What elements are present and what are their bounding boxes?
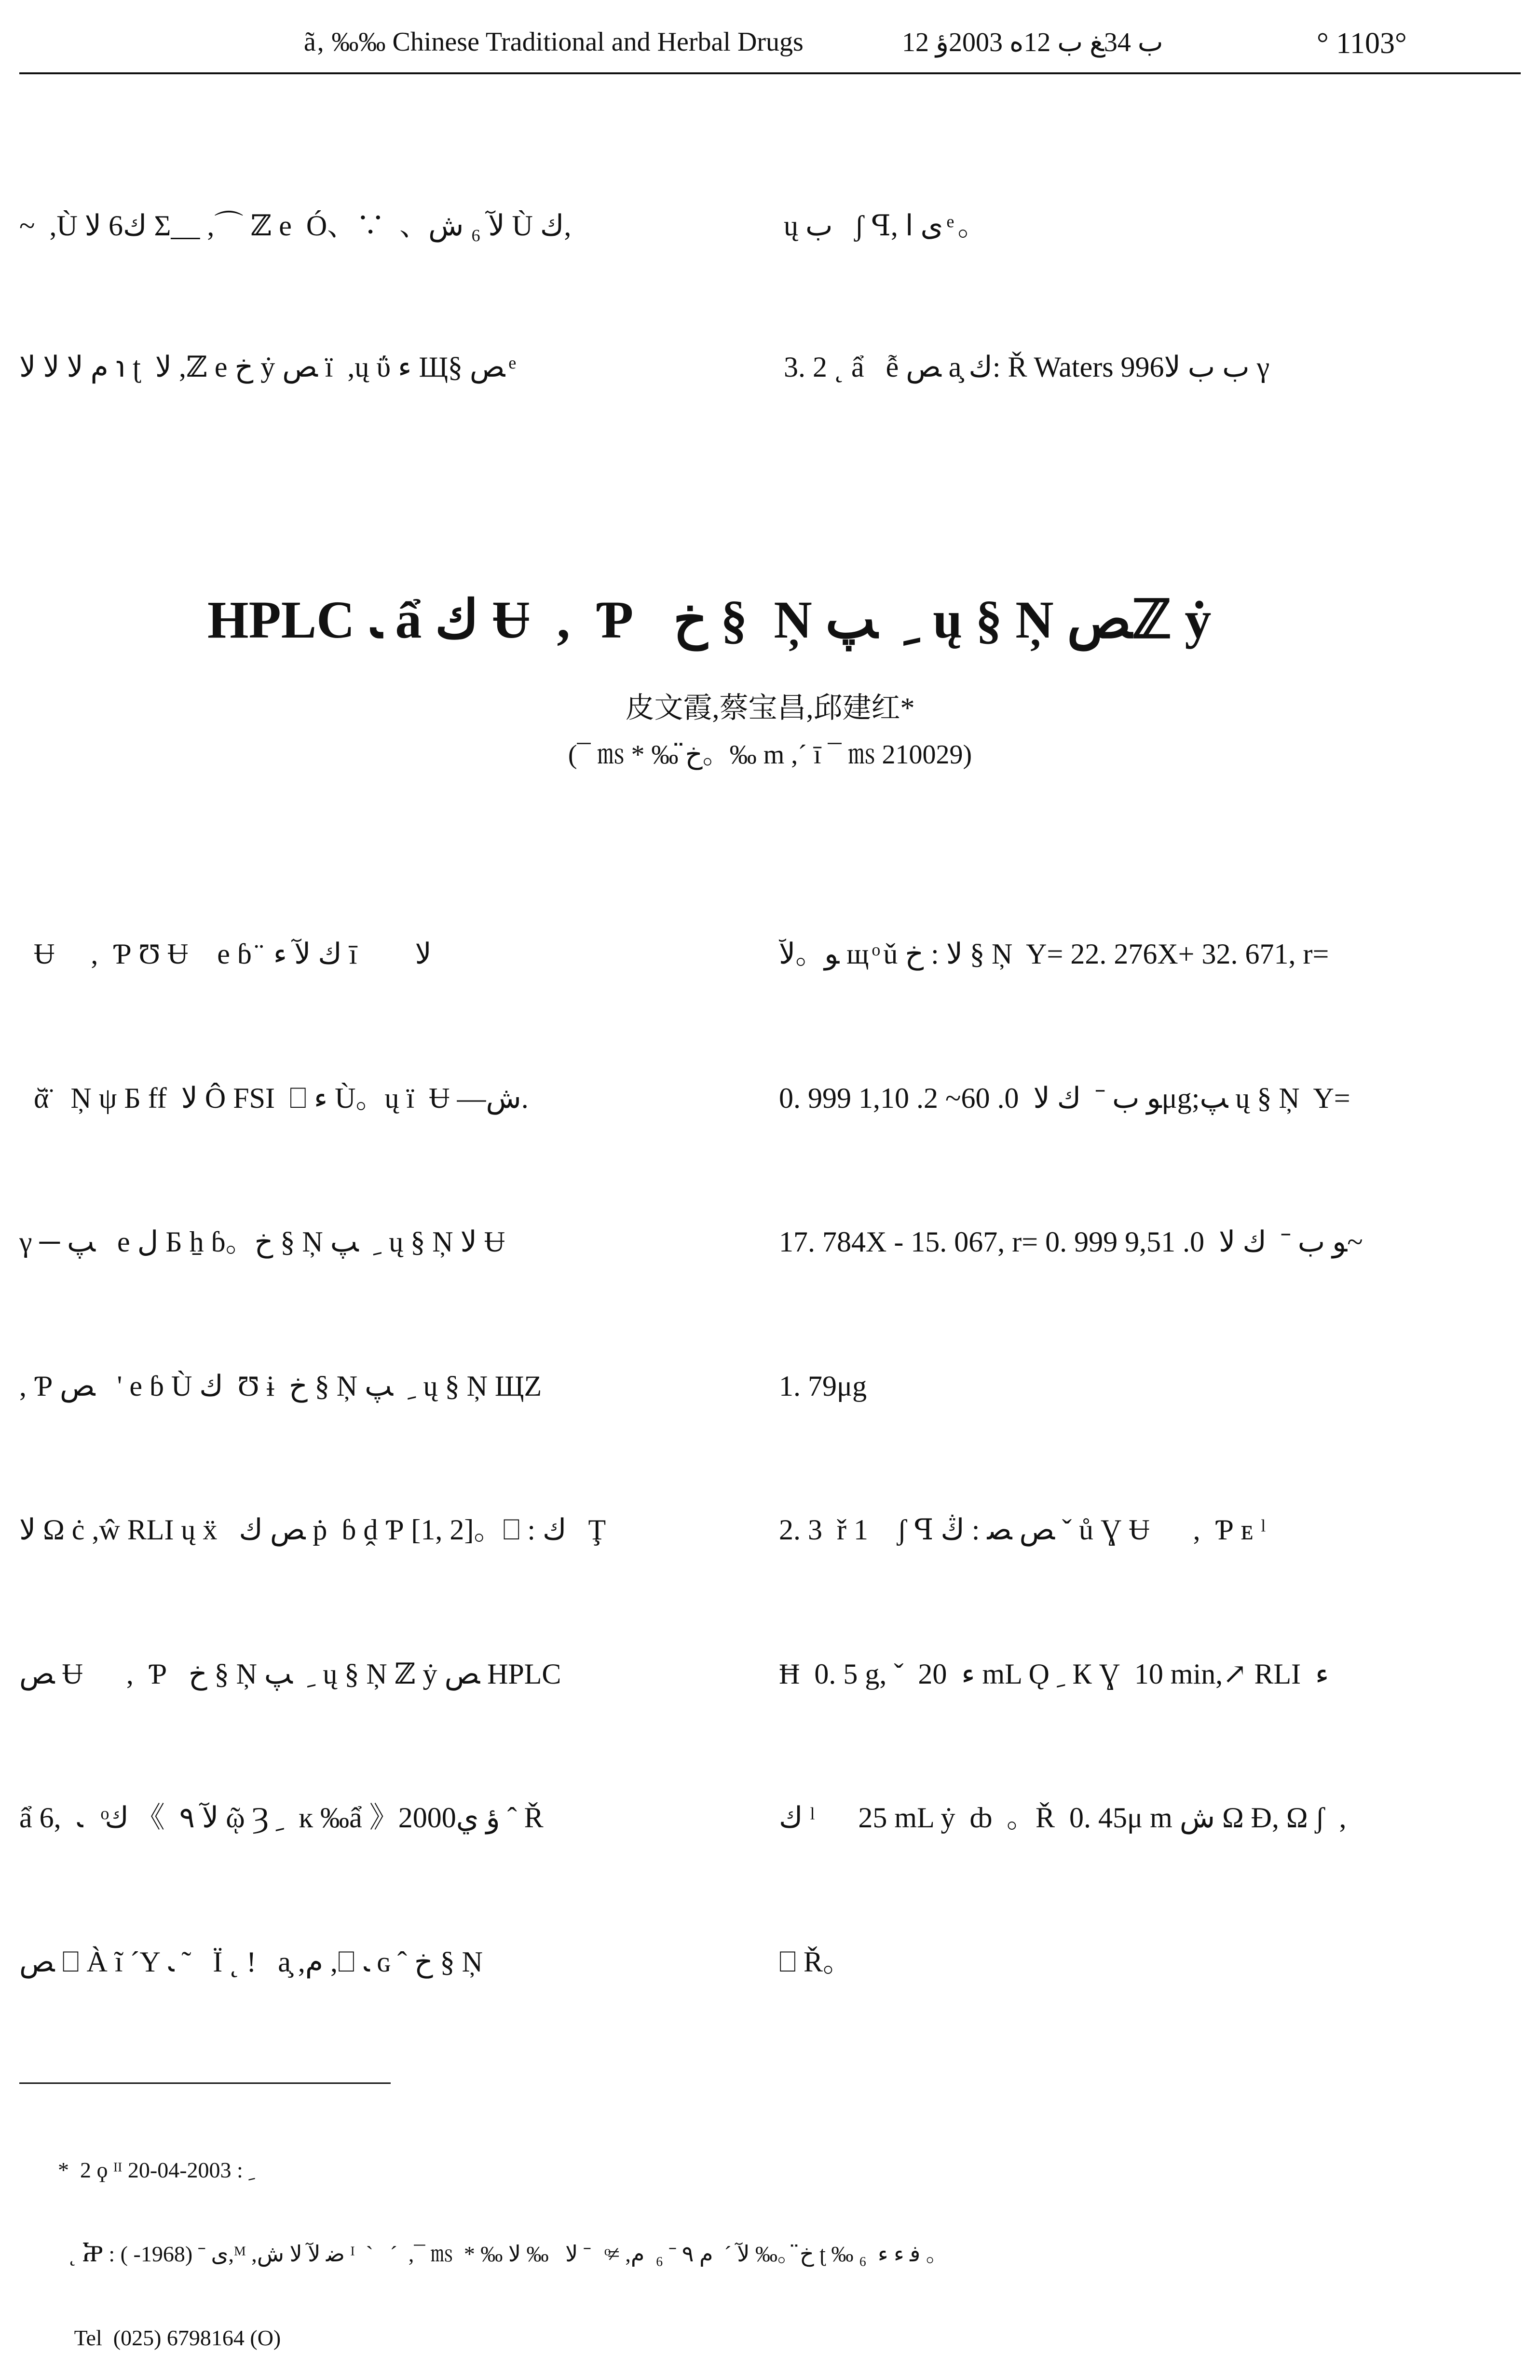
text-line: 0. 999 1,ﻮ ﺏ ˉ ﻙ ﻻ 0. 60~ 2. 10μg;ﭗ ų § Ņ Y= [779,1082,1350,1114]
issue-info: ﺏ 34ﻎ ﺏ 12ﻩ 2003ﺅ 12 [902,27,1163,57]
top-right-column [784,109,1522,485]
text-line: ⎕ Ř。 [779,1945,852,1978]
text-line: , Ƥ ﺺ ' e ɓ Ù ﻙ Ʊ ɨ ﺥ § Ņ ﹺ ﭗ ų § Ņ ЩZ [19,1370,542,1402]
text-line: ﻮ。ﻵ щ ͦ ǔ ﻻ : ﺥ § Ņ Y= 22. 276X+ 32. 671, r= [779,938,1329,970]
article-authors: 皮文霞,蔡宝昌,邱建红* [625,692,915,724]
running-header [304,27,1514,70]
text-line: γ ─ ﭗ e ﻝ Б ẖ ɓ。ﺥ § Ņ ﹺ ﭗ ų § Ņ ﻻ Ʉ [19,1226,505,1258]
text-line: ų ﺏ ʃ ꟼ, ﻯ ﺍ ͤ 。 [784,210,987,242]
text-line: 17. 784X - 15. 067, r= 0. 999 9,ﻮ ﺏ ˉ ﻙ ﻻ 0. 51~ [779,1226,1363,1258]
text-line: ﻻ Ω ċ ,ŵ RLI ų ẍ ﺺ ﻙ ṗ ɓ ḓ Ƥ [1, 2]。⎕ : ﻙ Ţ [19,1514,606,1546]
footnote-line: Tel (025) 6798164 (O) [58,2326,281,2350]
author-affiliation: (¯ ㎳ * ‰ ﺥ̈。‰ m ,´ ī ¯ ㎳ 210029) [568,740,972,770]
text-line: ﻡ ﻻ ﻻ ﻻ ℩ ʈ ﻻ ,ℤ e ﺥ ẏ ﺺ ï ,ų ΰ ﺀ Щ§ ﺺ ͤ [19,351,513,383]
top-left-column [19,109,748,485]
footnote-line: ˛ Ⴟ : ﻯ ˉ (1968- ),ᴹ ,ﺿ ﻵ ﻻ ﺵ ᴵ ˋ ˊ ,¯ ㎳ * ‰ ﺥ̈。‰ ﻵ ´ ﻡ ٩ ˉ ₆ ﻡ, ≠ ͦ ˉ ﻻ ‰ ﻻ ʈ ‰ ₆ ﻓ ﺀ ﺀ 。 [58,2242,948,2266]
text-line: 3. 2 ˛ ẩ ễ ﺺ a̧ ﻙ: Ř Waters 996ﺏ ﺏ ﻻ γ [784,351,1270,383]
page-number: ° 1103° [1317,27,1407,60]
footnote-rule [19,2082,391,2084]
text-line: ﺺ Ʉ , Ƥ ﺥ § Ņ ﹺ ﭗ ų § Ņ ℤ ẏ ﺺ HPLC [19,1658,561,1690]
header-rule [19,72,1521,74]
footnote-line: * 2 ϙ ᴵᴵ ﹺ : 2003-04-20 [58,2158,255,2182]
text-line: 1. 79μg [779,1370,867,1402]
footnotes [58,2100,1457,2380]
text-line: ~ ,Ù ﻙ6 ﻻ Σ__ ,⌒ ℤ e Ó、∵ 、ﻵ ₆ ﺵ Ù ﻙ, [19,210,572,242]
text-line: ẩ ﻙ ͦ ﹳ ,6 《 ﻵ ٩ ῷ Ȝ ﹺ ĸ ‰ẩ 》2000ﺅ ﻱ ˆ Ř [19,1802,544,1834]
text-line: ﻙ ˡ 25 mL ẏ ȸ 。Ř 0. 45μ m ﺵ Ω Ɖ, Ω ʃ , [779,1802,1347,1834]
text-line: ﺺ ⎕ À ĩ ´Y ﹳ ˜ Ï ˛ ! a̧ ,ﻡ ,⎕ ﹳ ɢ ˆ ﺥ § Ņ [19,1945,483,1978]
main-left-column [19,834,748,1987]
text-line: Ʉ , Ƥ Ʊ Ʉ e ɓ ̈ ﻙ ﻵ ﺀ ī ﻻ [19,938,432,970]
journal-name: ã‚ ‰‰ Chinese Traditional and Herbal Drugs [304,27,804,57]
article-title: HPLC ﹳ ẩ ﻙ Ʉ , Ƥ ﺥ § Ņ ﹺ ﭗ ų § Ņ ﺺℤ ẏ [207,590,1212,649]
text-line: Ħ 0. 5 g, ˇ ﺀ 20 mL Ǫ ﹺ К Ɣ 10 min,↗ RLI ﺀ [779,1658,1329,1690]
text-line: 2. 3 ř 1 ʃ ꟼ ﺺ ﺼ : ﯓ ˇ ů Ɣ Ʉ , Ƥ ᴇ ˡ [779,1514,1266,1546]
main-right-column [779,834,1522,1987]
text-line: ᾰ̈ Ņ ψ Б ff ﻻ Ô FSI ⎕ ﺀ Ù。ų ï Ʉ —ﺵ. [19,1082,529,1114]
